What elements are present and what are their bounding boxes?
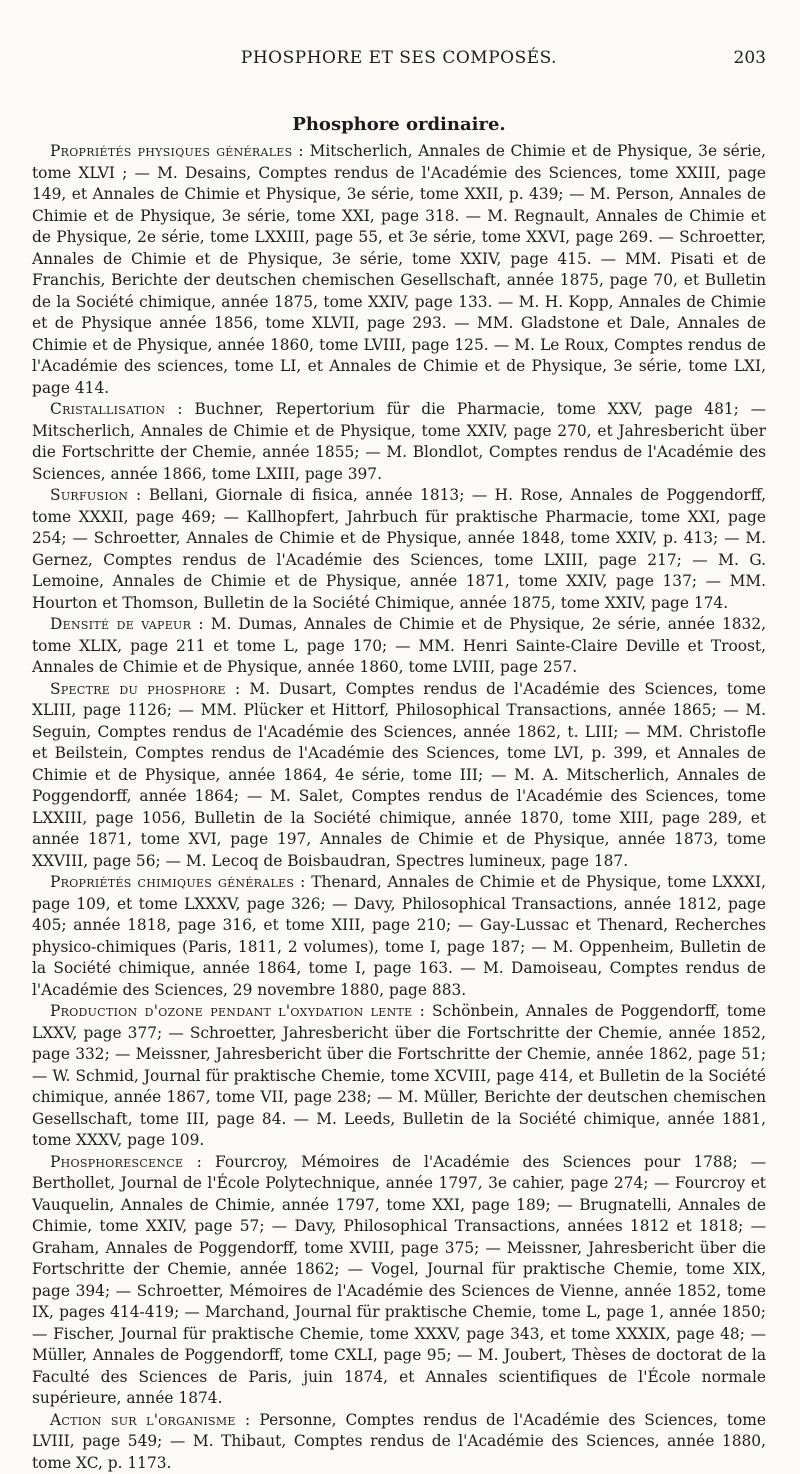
entry-label: Propriétés physiques générales : [50, 142, 304, 160]
entry-text: M. Dusart, Comptes rendus de l'Académie des Sciences, tome XLIII, page 1126; — MM. Plücker et Hittorf, Philosophical Transactions, année 1865; — M. Seguin, Comptes rendus de l'Académie des Sciences, année 1862, t. LIII; — MM. Christofle et Beilstein, Comptes rendus de l'Académie des Sciences, tome LVI, p. 399, et Annales de Chimie et de Physique, année 1864, 4e série, tome III; — M. A. Mitscherlich, Annales de Poggendorff, année 1864; — M. Salet, Comptes rendus de l'Académie des Sciences, tome LXXIII, page 1056, Bulletin de la Société chimique, année 1870, tome XIII, page 289, et année 1871, tome XVI, page 197, Annales de Chimie et de Physique, année 1873, tome XXVIII, page 56; — M. Lecoq de Boisbaudran, Spectres lumineux, page 187. [32, 680, 766, 870]
entry-phosphorescence [32, 1152, 766, 1410]
running-header [32, 48, 766, 78]
entry-text: Mitscherlich, Annales de Chimie et de Physique, 3e série, tome XLVI ; — M. Desains, Comptes rendus de l'Académie des Sciences, tome XXIII, page 149, et Annales de Chimie et Physique, 3e série, tome XXII, p. 439; — M. Person, Annales de Chimie et de Physique, 3e série, tome XXI, page 318. — M. Regnault, Annales de Chimie et de Physique, 2e série, tome LXXIII, page 55, et 3e série, tome XXVI, page 269. — Schroetter, Annales de Chimie et de Physique, 3e série, tome XXIV, page 415. — MM. Pisati et de Franchis, Berichte der deutschen chemischen Gesellschaft, année 1875, page 70, et Bulletin de la Société chimique, année 1875, tome XXIV, page 133. — M. H. Kopp, Annales de Chimie et de Physique année 1856, tome XLVII, page 293. — MM. Gladstone et Dale, Annales de Chimie et de Physique, année 1860, tome LVIII, page 125. — M. Le Roux, Comptes rendus de l'Académie des sciences, tome LI, et Annales de Chimie et de Physique, 3e série, tome LXI, page 414. [32, 142, 766, 397]
entry-densite-vapeur [32, 614, 766, 679]
page-number: 203 [734, 48, 766, 68]
entry-text: Schönbein, Annales de Poggendorff, tome LXXV, page 377; — Schroetter, Jahresbericht über die Fortschritte der Chemie, année 1852, page 332; — Meissner, Jahresbericht über die Fortschritte der Chemie, année 1862, page 51; — W. Schmid, Journal für praktische Chemie, tome XCVIII, page 414, et Bulletin de la Société chimique, année 1867, tome VII, page 238; — M. Müller, Berichte der deutschen chemischen Gesellschaft, tome III, page 84. — M. Leeds, Bulletin de la Société chimique, année 1881, tome XXXV, page 109. [32, 1002, 766, 1149]
entry-text: Thenard, Annales de Chimie et de Physique, tome LXXXI, page 109, et tome LXXXV, page 326; — Davy, Philosophical Transactions, année 1812, page 405; année 1818, page 316, et tome XIII, page 210; — Gay-Lussac et Thenard, Recherches physico-chimiques (Paris, 1811, 2 volumes), tome I, page 187; — M. Oppenheim, Bulletin de la Société chimique, année 1864, tome I, page 163. — M. Damoiseau, Comptes rendus de l'Académie des Sciences, 29 novembre 1880, page 883. [32, 873, 766, 999]
entry-label: Production d'ozone pendant l'oxydation lente : [50, 1002, 425, 1020]
entry-surfusion [32, 485, 766, 614]
entry-label: Cristallisation : [50, 400, 183, 418]
entry-text: M. Dumas, Annales de Chimie et de Physique, 2e série, année 1832, tome XLIX, page 211 et tome L, page 170; — MM. Henri Sainte-Claire Deville et Troost, Annales de Chimie et de Physique, année 1860, tome LVIII, page 257. [32, 615, 766, 676]
entry-text: Personne, Comptes rendus de l'Académie des Sciences, tome LVIII, page 549; — M. Thibaut, Comptes rendus de l'Académie des Sciences, année 1880, tome XC, p. 1173. [32, 1411, 766, 1472]
entry-text: Buchner, Repertorium für die Pharmacie, tome XXV, page 481; — Mitscherlich, Annales de Chimie et de Physique, tome XXIV, page 270, et Jahresbericht über die Fortschritte der Chemie, année 1855; — M. Blondlot, Comptes rendus de l'Académie des Sciences, année 1866, tome LXIII, page 397. [32, 400, 766, 483]
entry-label: Spectre du phosphore : [50, 680, 241, 698]
entry-proprietes-physiques [32, 141, 766, 399]
section-title: Phosphore ordinaire. [32, 114, 766, 135]
entry-action-organisme [32, 1410, 766, 1474]
entry-cristallisation [32, 399, 766, 485]
entry-production-ozone [32, 1001, 766, 1152]
entry-label: Propriétés chimiques générales : [50, 873, 306, 891]
entry-label: Densité de vapeur : [50, 615, 204, 633]
entry-text: Bellani, Giornale di fisica, année 1813; — H. Rose, Annales de Poggendorff, tome XXXII, page 469; — Kallhopfert, Jahrbuch für praktische Pharmacie, tome XXI, page 254; — Schroetter, Annales de Chimie et de Physique, année 1848, tome XXIV, p. 413; — M. Gernez, Comptes rendus de l'Académie des Sciences, tome LXIII, page 217; — M. G. Lemoine, Annales de Chimie et de Physique, année 1871, tome XXIV, page 137; — MM. Hourton et Thomson, Bulletin de la Société Chimique, année 1875, tome XXIV, page 174. [32, 486, 766, 612]
entry-proprietes-chimiques [32, 872, 766, 1001]
entry-text: Fourcroy, Mémoires de l'Académie des Sciences pour 1788; — Berthollet, Journal de l'École Polytechnique, année 1797, 3e cahier, page 274; — Fourcroy et Vauquelin, Annales de Chimie, année 1797, tome XXI, page 189; — Brugnatelli, Annales de Chimie, tome XXIV, page 57; — Davy, Philosophical Transactions, années 1812 et 1818; — Graham, Annales de Poggendorff, tome XVIII, page 375; — Meissner, Jahresbericht über die Fortschritte der Chemie, année 1862; — Vogel, Journal für praktische Chemie, tome XIX, page 394; — Schroetter, Mémoires de l'Académie des Sciences de Vienne, année 1852, tome IX, pages 414-419; — Marchand, Journal für praktische Chemie, tome L, page 1, année 1850; — Fischer, Journal für praktische Chemie, tome XXXV, page 343, et tome XXXIX, page 48; — Müller, Annales de Poggendorff, tome CXLI, page 95; — M. Joubert, Thèses de doctorat de la Faculté des Sciences de Paris, juin 1874, et Annales scientifiques de l'École normale supérieure, année 1874. [32, 1153, 766, 1408]
entry-label: Surfusion : [50, 486, 141, 504]
running-title: PHOSPHORE ET SES COMPOSÉS. [32, 48, 766, 68]
entry-spectre [32, 679, 766, 873]
entry-label: Action sur l'organisme : [50, 1411, 250, 1429]
bibliography-list [32, 141, 766, 1474]
entry-label: Phosphorescence : [50, 1153, 202, 1171]
